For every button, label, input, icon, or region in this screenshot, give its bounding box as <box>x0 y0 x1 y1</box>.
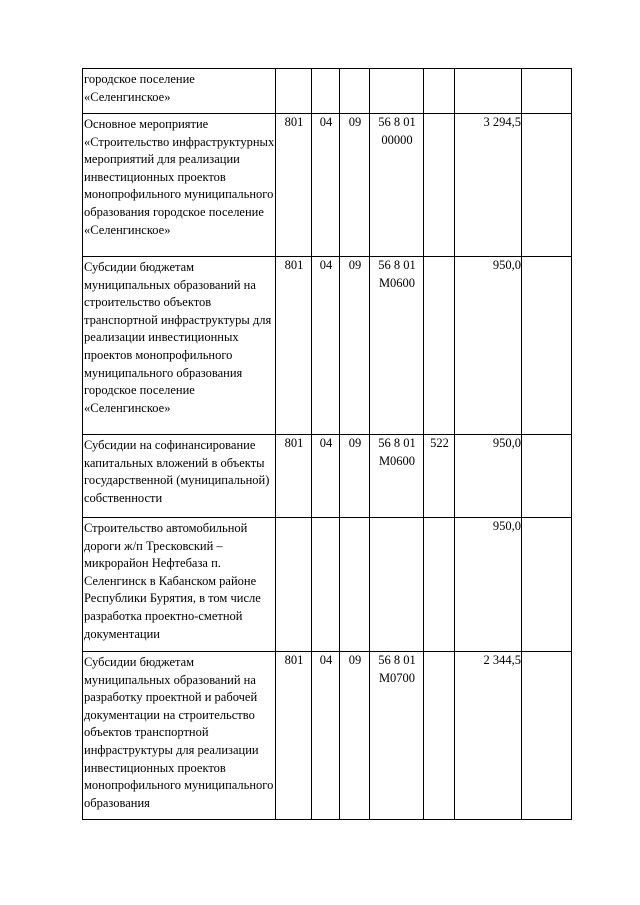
section-code-cell <box>312 69 340 114</box>
subsection-code-cell: 09 <box>340 652 370 820</box>
table-row <box>83 435 572 518</box>
row-name: городское поселение «Селенгинское» <box>84 72 195 104</box>
expense-type-cell <box>424 69 455 114</box>
section-code-cell: 04 <box>312 114 340 257</box>
expense-type-cell <box>424 652 455 820</box>
amount-cell: 3 294,5 <box>455 114 522 257</box>
section-code-cell <box>312 518 340 652</box>
row-name: Основное мероприятие «Строительство инфраструктурных мероприятий для реализации инвестиционных проектов монопрофильного муниципального образования городское поселение «Селенгинское» <box>84 117 275 237</box>
expense-type-cell <box>424 114 455 257</box>
table-row <box>83 518 572 652</box>
target-code-cell <box>370 435 424 518</box>
subsection-code-cell <box>340 518 370 652</box>
subsection-code-cell: 09 <box>340 435 370 518</box>
table-row <box>83 114 572 257</box>
row-name-cell <box>83 257 276 435</box>
row-name-cell <box>83 652 276 820</box>
extra-cell <box>522 257 572 435</box>
subsection-code-cell <box>340 69 370 114</box>
row-name: Субсидии на софинансирование капитальных вложений в объекты государственной (муниципальной) собственности <box>84 438 270 505</box>
section-code-cell: 04 <box>312 257 340 435</box>
row-name: Субсидии бюджетам муниципальных образований на разработку проектной и рабочей документации на строительство объектов транспортной инфраструктуры для реализации инвестиционных проектов монопрофильного муниципального образования <box>84 655 274 810</box>
target-code-cell <box>370 69 424 114</box>
ministry-code-cell: 801 <box>276 114 312 257</box>
extra-cell <box>522 69 572 114</box>
target-code-cell <box>370 652 424 820</box>
ministry-code-cell: 801 <box>276 435 312 518</box>
section-code-cell: 04 <box>312 435 340 518</box>
amount-cell: 2 344,5 <box>455 652 522 820</box>
amount-cell <box>455 69 522 114</box>
expense-type-cell <box>424 518 455 652</box>
table-row <box>83 652 572 820</box>
subsection-code-cell: 09 <box>340 114 370 257</box>
ministry-code-cell <box>276 69 312 114</box>
target-code: 56 8 01 00000 <box>378 115 416 147</box>
expense-type-cell: 522 <box>424 435 455 518</box>
row-name-cell <box>83 518 276 652</box>
amount-cell: 950,0 <box>455 257 522 435</box>
ministry-code-cell: 801 <box>276 257 312 435</box>
target-code-cell <box>370 257 424 435</box>
extra-cell <box>522 518 572 652</box>
target-code: 56 8 01 М0600 <box>378 436 416 468</box>
expense-type-cell <box>424 257 455 435</box>
table-row <box>83 69 572 114</box>
row-name-cell <box>83 435 276 518</box>
row-name: Субсидии бюджетам муниципальных образований на строительство объектов транспортной инфраструктуры для реализации инвестиционных проектов монопрофильного муниципального образования городское поселение «Селенгинское» <box>84 260 272 415</box>
extra-cell <box>522 435 572 518</box>
row-name: Строительство автомобильной дороги ж/п Тресковский – микрорайон Нефтебаза п. Селенгинск в Кабанском районе Республики Бурятия, в том числе разработка проектно-сметной документации <box>84 521 261 641</box>
subsection-code-cell: 09 <box>340 257 370 435</box>
amount-cell: 950,0 <box>455 518 522 652</box>
table-row <box>83 257 572 435</box>
ministry-code-cell <box>276 518 312 652</box>
row-name-cell <box>83 114 276 257</box>
section-code-cell: 04 <box>312 652 340 820</box>
target-code: 56 8 01 М0700 <box>378 653 416 685</box>
extra-cell <box>522 652 572 820</box>
budget-table <box>82 68 572 820</box>
target-code: 56 8 01 М0600 <box>378 258 416 290</box>
row-name-cell <box>83 69 276 114</box>
target-code-cell <box>370 518 424 652</box>
extra-cell <box>522 114 572 257</box>
amount-cell: 950,0 <box>455 435 522 518</box>
ministry-code-cell: 801 <box>276 652 312 820</box>
target-code-cell <box>370 114 424 257</box>
